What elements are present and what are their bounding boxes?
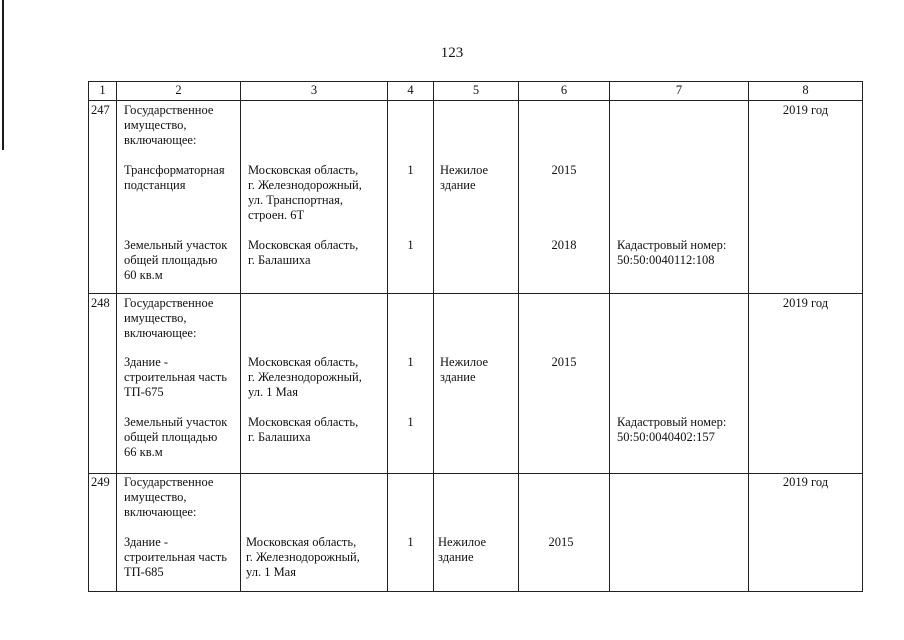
object-year-built: 2018 [551,238,577,252]
object-address: Московская область, г. Балашиха [248,415,359,444]
object-address: Московская область, г. Железнодорожный, ул. Транспортная, строен. 6Т [248,163,362,222]
page-number: 123 [440,45,464,61]
column-header-3: 3 [310,83,318,97]
object-address: Московская область, г. Железнодорожный, ул. 1 Мая [248,355,362,399]
year-cell: 2019 год [782,475,829,489]
row-number: 248 [91,296,110,310]
object-name: Здание - строительная часть ТП-675 [124,355,227,399]
column-header-6: 6 [560,83,568,97]
object-year-built: 2015 [548,535,574,549]
column-header-1: 1 [99,83,106,97]
object-quantity: 1 [407,535,414,549]
object-address: Московская область, г. Железнодорожный, ул. 1 Мая [246,535,360,579]
year-cell: 2019 год [782,296,829,310]
row-number: 247 [91,103,110,117]
year-cell: 2019 год [782,103,829,117]
group-title: Государственное имущество, включающее: [124,296,214,340]
cadastral-note: Кадастровый номер: 50:50:0040112:108 [617,238,727,267]
object-name: Земельный участок общей площадью 66 кв.м [124,415,228,459]
column-header-8: 8 [802,83,809,97]
object-name: Здание - строительная часть ТП-685 [124,535,227,579]
object-year-built: 2015 [551,355,577,369]
column-header-5: 5 [472,83,480,97]
group-title: Государственное имущество, включающее: [124,475,214,519]
scan-edge-mark [2,0,4,150]
column-header-4: 4 [407,83,414,97]
object-quantity: 1 [407,163,414,177]
column-header-2: 2 [175,83,182,97]
object-quantity: 1 [407,238,414,252]
object-purpose: Нежилое здание [440,355,489,384]
object-quantity: 1 [407,415,414,429]
cadastral-note: Кадастровый номер: 50:50:0040402:157 [617,415,727,444]
object-purpose: Нежилое здание [440,163,489,192]
property-table [88,81,863,592]
column-header-7: 7 [675,83,683,97]
object-quantity: 1 [407,355,414,369]
object-address: Московская область, г. Балашиха [248,238,359,267]
object-name: Земельный участок общей площадью 60 кв.м [124,238,228,282]
object-year-built: 2015 [551,163,577,177]
group-title: Государственное имущество, включающее: [124,103,214,147]
object-name: Трансформаторная подстанция [124,163,225,192]
object-purpose: Нежилое здание [438,535,487,564]
row-number: 249 [91,475,110,489]
